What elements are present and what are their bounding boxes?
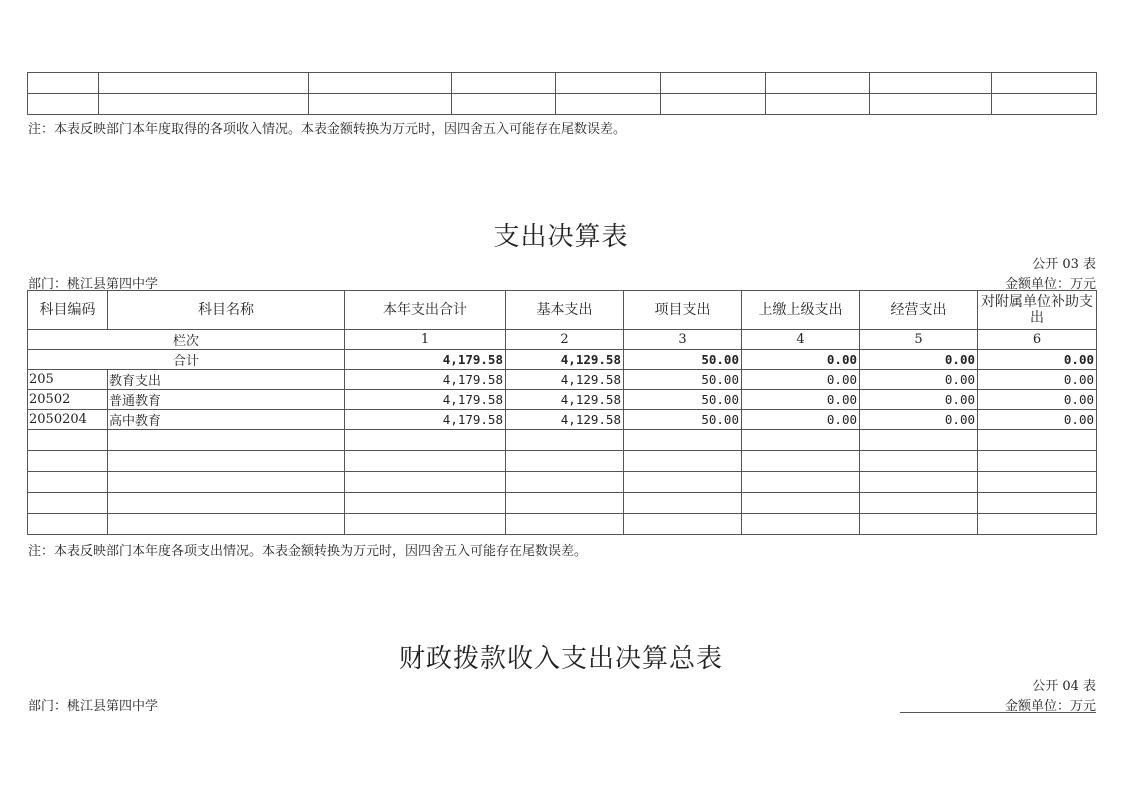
- subject-name: 教育支出: [108, 370, 345, 390]
- cell-value: 50.00: [624, 410, 742, 430]
- income-table-fragment: [27, 72, 1097, 115]
- subject-code: 2050204: [28, 410, 108, 430]
- income-table-note: 注：本表反映部门本年度取得的各项收入情况。本表金额转换为万元时，因四舍五入可能存在尾数误差。: [28, 122, 627, 137]
- fiscal-table-number: 公开 04 表: [1032, 679, 1096, 694]
- total-value: 50.00: [624, 350, 742, 370]
- cell-value: 0.00: [742, 370, 860, 390]
- empty-row: [28, 472, 1097, 493]
- column-label: 栏次: [28, 330, 345, 350]
- empty-row: [28, 430, 1097, 451]
- table-row: [28, 370, 1097, 390]
- expense-unit-label: 金额单位：万元: [1004, 277, 1096, 292]
- expense-dept-label: 部门：桃江县第四中学: [28, 277, 159, 292]
- fiscal-table-title: 财政拨款收入支出决算总表: [398, 644, 723, 674]
- header-total: 本年支出合计: [345, 291, 506, 330]
- total-value: 0.00: [742, 350, 860, 370]
- empty-row: [28, 451, 1097, 472]
- cell-value: 0.00: [742, 410, 860, 430]
- subject-code: 205: [28, 370, 108, 390]
- cell-value: 4,179.58: [345, 370, 506, 390]
- header-code: 科目编码: [28, 291, 108, 330]
- total-value: 4,179.58: [345, 350, 506, 370]
- cell-value: 0.00: [860, 370, 978, 390]
- column-number: 4: [742, 330, 860, 350]
- cell-value: 4,179.58: [345, 410, 506, 430]
- header-business: 经营支出: [860, 291, 978, 330]
- cell-value: 4,129.58: [506, 390, 624, 410]
- cell-value: 0.00: [978, 410, 1097, 430]
- fiscal-dept-label: 部门：桃江县第四中学: [28, 699, 159, 714]
- cell-value: 0.00: [978, 390, 1097, 410]
- header-name: 科目名称: [108, 291, 345, 330]
- total-value: 0.00: [860, 350, 978, 370]
- column-number: 5: [860, 330, 978, 350]
- expense-table-number: 公开 03 表: [1032, 257, 1096, 272]
- cell-value: 4,129.58: [506, 370, 624, 390]
- total-value: 4,129.58: [506, 350, 624, 370]
- expense-table-title: 支出决算表: [493, 222, 629, 252]
- header-subsidy: 对附属单位补助支出: [978, 291, 1097, 330]
- cell-value: 4,179.58: [345, 390, 506, 410]
- cell-value: 50.00: [624, 370, 742, 390]
- header-remit: 上缴上级支出: [742, 291, 860, 330]
- total-value: 0.00: [978, 350, 1097, 370]
- fiscal-unit-label: 金额单位：万元: [1004, 699, 1096, 714]
- table-row: [28, 73, 1097, 94]
- table-row: [28, 410, 1097, 430]
- fiscal-header-rule: [900, 712, 1096, 713]
- table-row: [28, 390, 1097, 410]
- cell-value: 0.00: [978, 370, 1097, 390]
- header-basic: 基本支出: [506, 291, 624, 330]
- subject-name: 普通教育: [108, 390, 345, 410]
- empty-row: [28, 514, 1097, 535]
- column-number: 2: [506, 330, 624, 350]
- column-number: 3: [624, 330, 742, 350]
- header-project: 项目支出: [624, 291, 742, 330]
- cell-value: 0.00: [860, 390, 978, 410]
- subject-name: 高中教育: [108, 410, 345, 430]
- cell-value: 0.00: [860, 410, 978, 430]
- total-label: 合计: [28, 350, 345, 370]
- expense-column-number-row: [28, 330, 1097, 350]
- cell-value: 4,129.58: [506, 410, 624, 430]
- expense-header-row: [28, 291, 1097, 330]
- expense-table: [27, 290, 1097, 535]
- expense-total-row: [28, 350, 1097, 370]
- subject-code: 20502: [28, 390, 108, 410]
- table-row: [28, 94, 1097, 115]
- cell-value: 50.00: [624, 390, 742, 410]
- cell-value: 0.00: [742, 390, 860, 410]
- empty-row: [28, 493, 1097, 514]
- column-number: 6: [978, 330, 1097, 350]
- column-number: 1: [345, 330, 506, 350]
- expense-table-note: 注：本表反映部门本年度各项支出情况。本表金额转换为万元时，因四舍五入可能存在尾数误差。: [28, 544, 588, 559]
